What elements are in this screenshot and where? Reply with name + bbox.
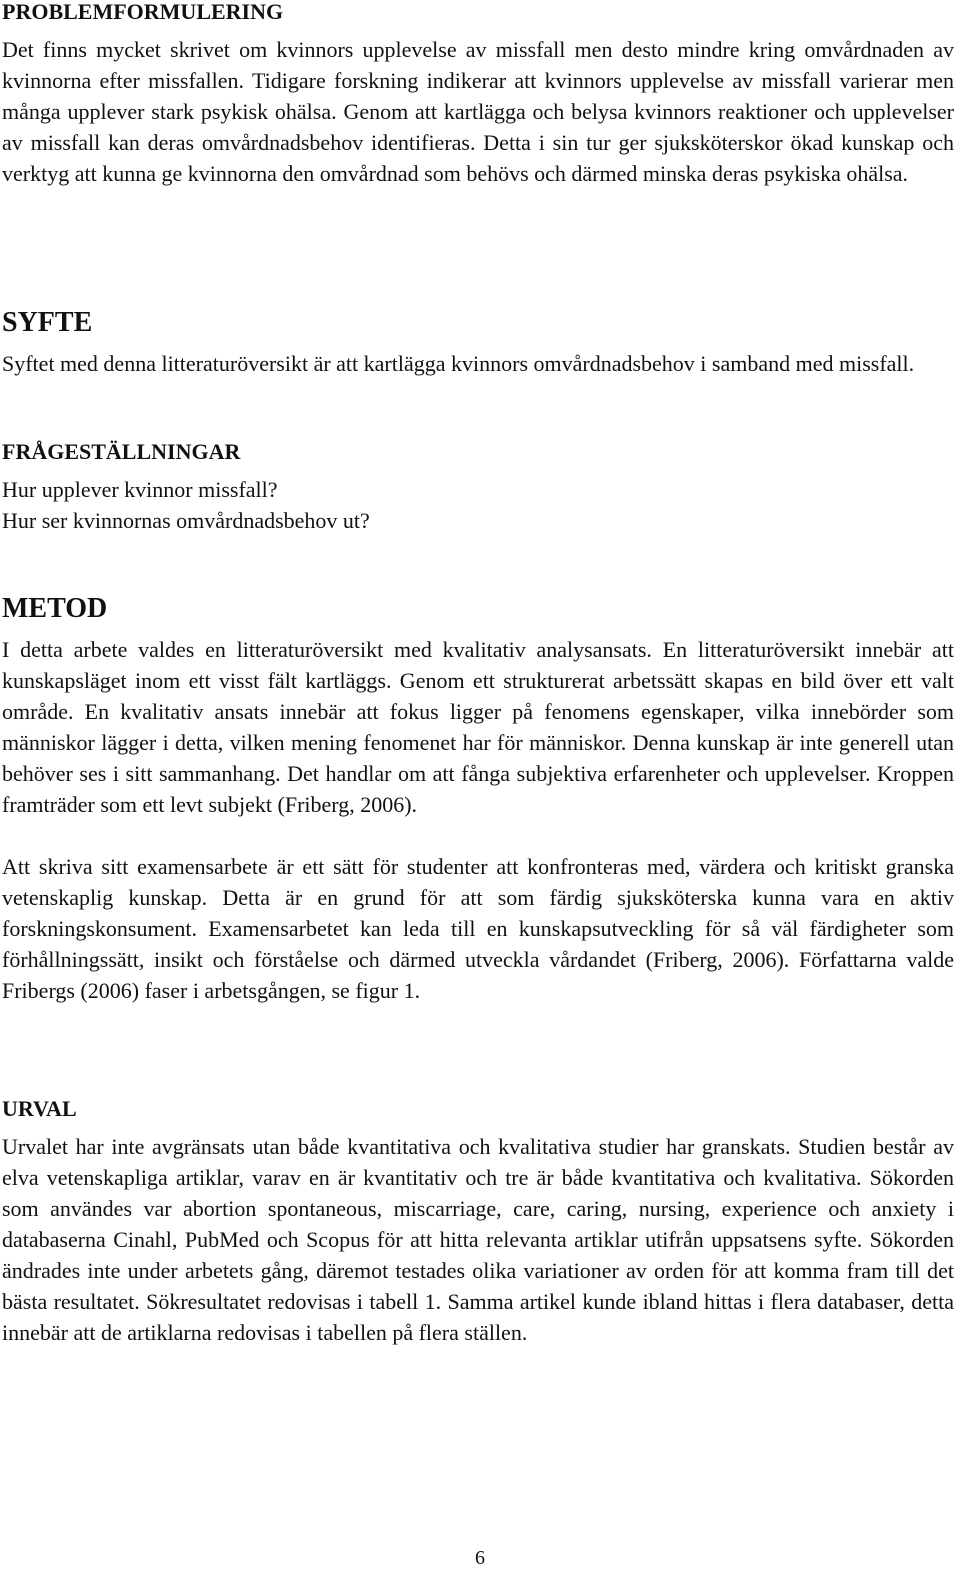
method-section: [2, 594, 954, 1006]
selection-section: [2, 1097, 954, 1348]
question-item: Hur ser kvinnornas omvårdnadsbehov ut?: [2, 508, 370, 533]
aim-heading: SYFTE: [2, 307, 93, 338]
selection-heading: URVAL: [2, 1096, 77, 1121]
method-paragraph-2: Att skriva sitt examensarbete är ett sätt för studenter att konfronteras med, värdera och kritiskt granska vetenskaplig kunskap. Detta är en grund för att som färdig sjuksköterska kunna vara en aktiv forskningskonsument. Examensarbetet kan leda till en kunskapsutveckling för så väl färdigheter som förhållningssätt, insikt och förståelse och därmed utveckla vårdandet (Friberg, 2006). Författarna valde Fribergs (2006) faser i arbetsgången, se figur 1.: [2, 854, 954, 1003]
question-item: Hur upplever kvinnor missfall?: [2, 477, 278, 502]
page-number: 6: [475, 1547, 485, 1569]
method-paragraph-1: I detta arbete valdes en litteraturöversikt med kvalitativ analysansats. En litteraturöversikt innebär att kunskapsläget inom ett visst fält kartläggs. Genom ett strukturerat arbetssätt skapas en bild över ett valt område. En kvalitativ ansats innebär att fokus ligger på fenomens egenskaper, vilka innebörder som människor lägger i detta, vilken mening fenomenet har för människor. Denna kunskap är inte generell utan behöver ses i sitt sammanhang. Det handlar om att fånga subjektiva erfarenheter och upplevelser. Kroppen framträder som ett levt subjekt (Friberg, 2006).: [2, 637, 954, 817]
problem-heading: PROBLEMFORMULERING: [2, 0, 284, 24]
questions-section: [2, 440, 954, 536]
aim-section: [2, 308, 954, 379]
selection-paragraph: Urvalet har inte avgränsats utan både kvantitativa och kvalitativa studier har granskats. Studien består av elva vetenskapliga artiklar, varav en är kvantitativ och tre är både kvantitativa och kvalitativa. Sökorden som användes var abortion spontaneous, miscarriage, care, caring, nursing, experience och anxiety i databaserna Cinahl, PubMed och Scopus för att hitta relevanta artiklar utifrån uppsatsens syfte. Sökorden ändrades inte under arbetets gång, däremot testades olika variationer av orden för att komma fram till det bästa resultatet. Sökresultatet redovisas i tabell 1. Samma artikel kunde ibland hittas i flera databaser, detta innebär att de artiklarna redovisas i tabellen på flera ställen.: [2, 1134, 954, 1345]
problem-section: [2, 0, 954, 189]
method-heading: METOD: [2, 593, 108, 624]
questions-heading: FRÅGESTÄLLNINGAR: [2, 439, 241, 464]
questions-list: [2, 474, 954, 536]
aim-paragraph: Syftet med denna litteraturöversikt är att kartlägga kvinnors omvårdnadsbehov i samband med missfall.: [2, 351, 915, 376]
problem-paragraph: Det finns mycket skrivet om kvinnors upplevelse av missfall men desto mindre kring omvårdnaden av kvinnorna efter missfallen. Tidigare forskning indikerar att kvinnors upplevelse av missfall varierar men många upplever stark psykisk ohälsa. Genom att kartlägga och belysa kvinnors reaktioner och upplevelser av missfall kan deras omvårdnadsbehov identifieras. Detta i sin tur ger sjuksköterskor ökad kunskap och verktyg att kunna ge kvinnorna den omvårdnad som behövs och därmed minska deras psykiska ohälsa.: [2, 37, 954, 186]
